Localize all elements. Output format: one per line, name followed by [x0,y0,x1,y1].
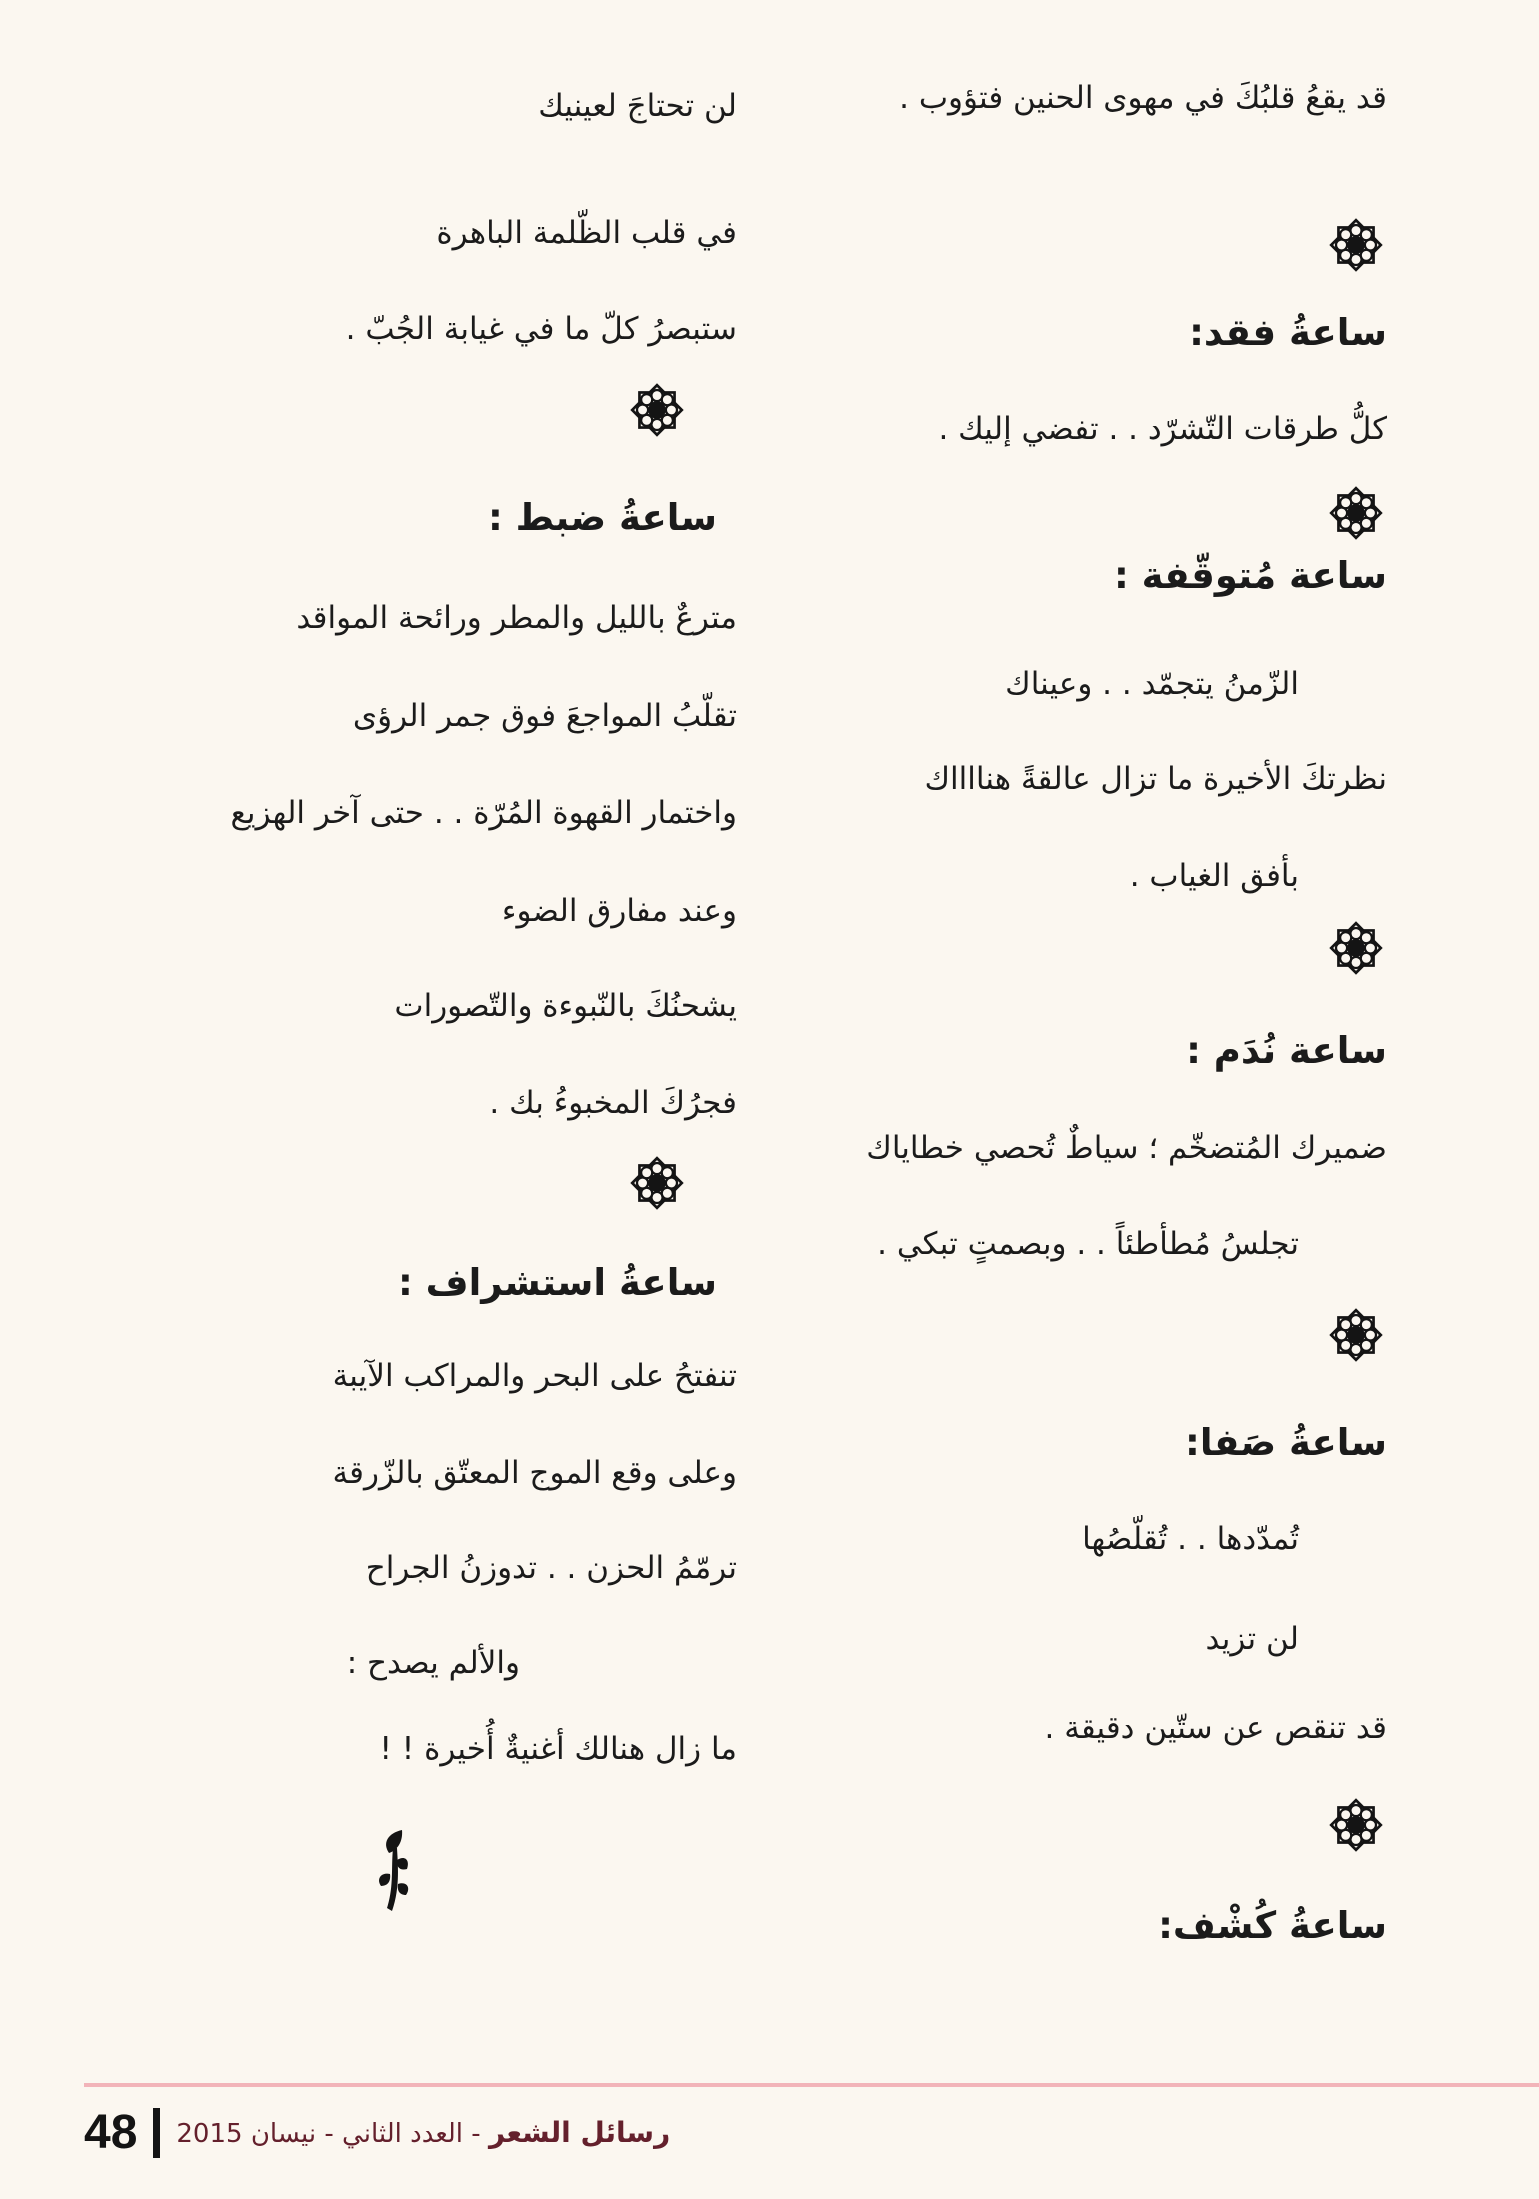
rosette-divider-icon [1323,1792,1389,1858]
poem-line: لن تزيد [1205,1621,1299,1657]
footer-divider [84,2083,1539,2087]
poem-line: ترمّمُ الحزن . . تدوزنُ الجراح [365,1550,737,1586]
poem-heading: ساعة مُتوقّفة : [1113,554,1387,597]
poem-heading: ساعةُ صَفا: [1185,1421,1387,1464]
poem-line: تنفتحُ على البحر والمراكب الآيبة [332,1358,737,1394]
rosette-divider-icon [1323,915,1389,981]
footer [84,2108,670,2158]
rosette-divider-icon [1323,212,1389,278]
poem-line: ضميرك المُتضخّم ؛ سياطٌ تُحصي خطاياك [866,1130,1387,1166]
rosette-divider-icon [1323,480,1389,546]
poem-line: لن تحتاجَ لعينيك [538,88,737,124]
poem-line: تُمدّدها . . تُقلّصُها [1082,1521,1299,1557]
journal-title: رسائل الشعر [488,2116,671,2150]
rosette-divider-icon [624,377,690,443]
poem-line: واختمار القهوة المُرّة . . حتى آخر الهزيع [230,795,737,831]
issue-info: - العدد الثاني - نيسان 2015 [176,2119,481,2150]
poem-line: قد تنقص عن ستّين دقيقة . [1044,1710,1387,1746]
poem-heading: ساعة نُدَم : [1186,1029,1387,1072]
floral-flourish-icon [372,1828,412,1912]
poem-line: فجرُكَ المخبوءُ بك . [489,1085,737,1121]
poem-line: كلُّ طرقات التّشرّد . . تفضي إليك . [938,411,1387,447]
poem-heading: ساعةُ ضبط : [487,496,717,539]
rosette-divider-icon [624,1150,690,1216]
poem-line: الزّمنُ يتجمّد . . وعيناك [1005,666,1299,702]
poem-line: تقلّبُ المواجعَ فوق جمر الرؤى [352,698,737,734]
poem-line: ما زال هنالك أغنيةٌ أُخيرة ! ! [379,1731,737,1767]
page-number: 48 [84,2106,138,2159]
poem-line: يشحنُكَ بالنّبوءة والتّصورات [394,988,737,1024]
poem-line: مترعٌ بالليل والمطر ورائحة المواقد [296,600,737,636]
poem-heading: ساعةُ فقد: [1189,311,1387,354]
poem-line: وعند مفارق الضوء [501,893,737,929]
poem-line: ستبصرُ كلّ ما في غيابة الجُبّ . [345,311,737,347]
poem-line: قد يقعُ قلبُكَ في مهوى الحنين فتؤوب . [899,80,1387,116]
footer-separator-bar [153,2108,160,2158]
poem-heading: ساعةُ استشراف : [397,1261,717,1304]
poem-line: والألم يصدح : [346,1645,520,1681]
poem-line: وعلى وقع الموج المعتّق بالزّرقة [332,1455,737,1491]
poem-line: نظرتكَ الأخيرة ما تزال عالقةً هنااااك [924,761,1387,797]
rosette-divider-icon [1323,1302,1389,1368]
poem-line: بأفق الغياب . [1129,858,1299,894]
poem-line: في قلب الظّلمة الباهرة [436,215,737,251]
poem-line: تجلسُ مُطأطئاً . . وبصمتٍ تبكي . [877,1226,1299,1262]
poem-heading: ساعةُ كُشْف: [1158,1904,1387,1947]
journal-info [176,2113,670,2152]
